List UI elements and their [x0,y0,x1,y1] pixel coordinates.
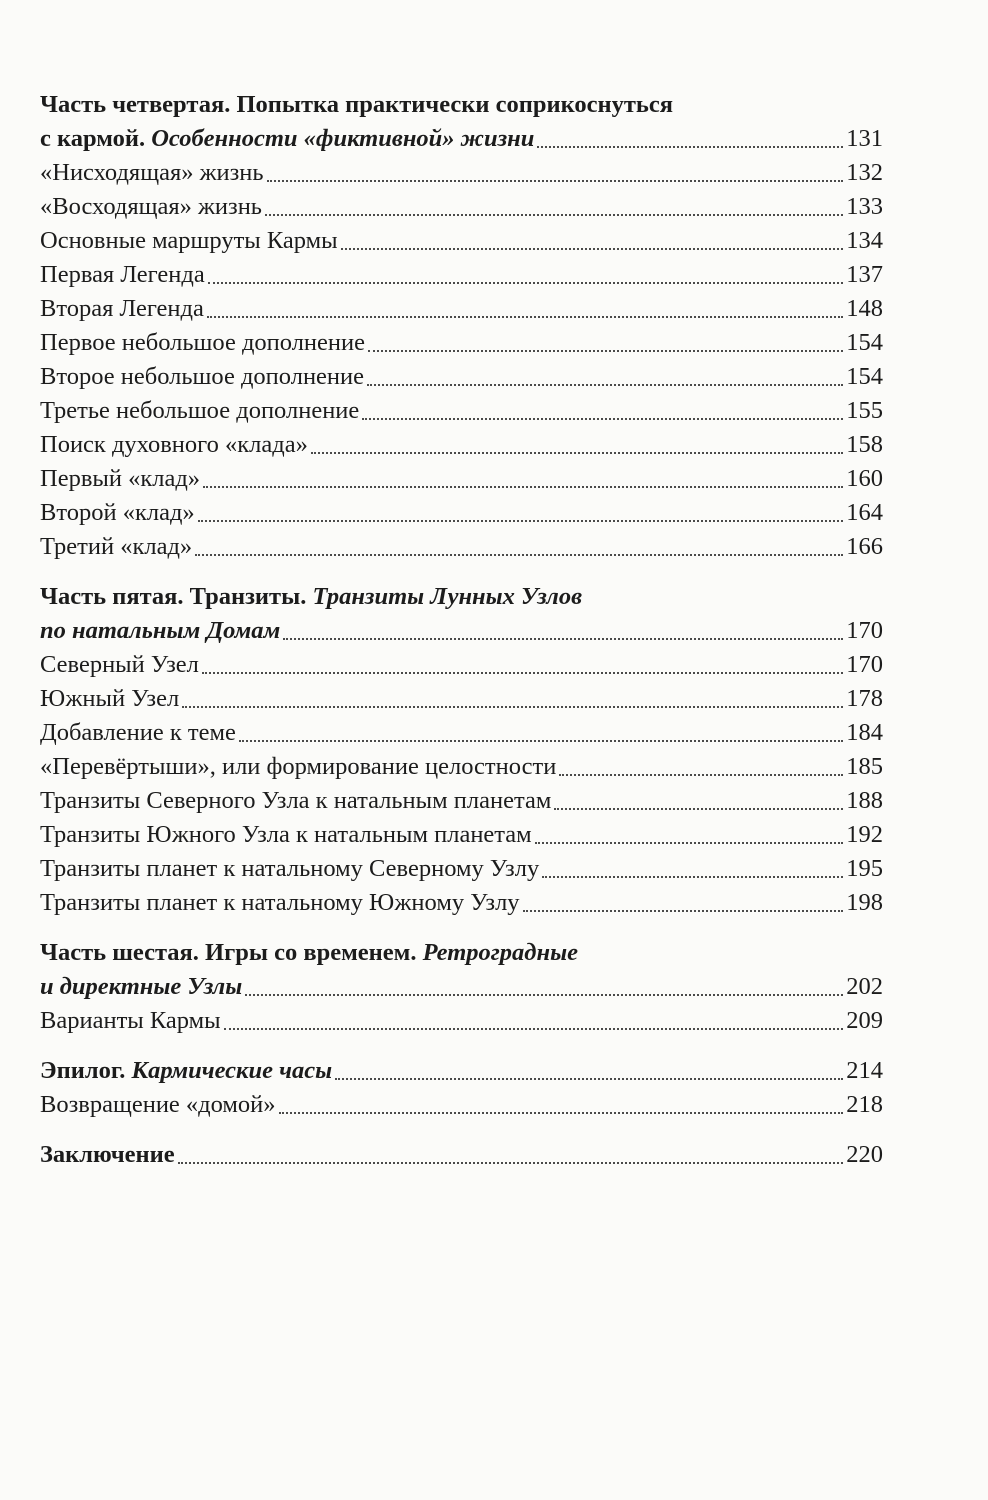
dot-leader [362,418,843,420]
part5-heading-bold: Часть пятая. Транзиты. [40,583,307,610]
dot-leader [203,486,843,488]
toc-entry[interactable] [40,648,883,682]
dot-leader [535,842,844,844]
part5-heading-line2[interactable] [40,614,883,648]
toc-entry-label: Транзиты планет к натальному Южному Узлу [40,889,520,916]
dot-leader [279,1112,844,1114]
toc-entry-page: 164 [846,499,883,526]
toc-entry-label: Первое небольшое дополнение [40,329,366,356]
toc-entry-page: 184 [846,719,883,746]
toc-entry[interactable] [40,716,883,750]
toc-entry-page: 137 [846,261,883,288]
toc-entry-page: 188 [846,787,883,814]
toc-entry-page: 158 [846,431,883,458]
part5-heading-line1 [40,580,883,614]
toc-entry[interactable] [40,1004,883,1038]
toc-entry-page: 155 [846,397,883,424]
dot-leader [537,146,843,148]
dot-leader [265,214,843,216]
part4-heading-line1 [40,88,883,122]
dot-leader [559,774,843,776]
dot-leader [208,282,844,284]
part4-heading-page: 131 [846,125,883,152]
dot-leader [267,180,844,182]
section-spacer [40,920,883,936]
toc-entry-page: 133 [846,193,883,220]
part4-heading-title: Часть четвертая. Попытка практически соприкоснуться [40,91,674,118]
table-of-contents [40,88,883,1172]
section-spacer [40,1122,883,1138]
conclusion-heading-title: Заключение [40,1141,175,1168]
toc-entry-label: Транзиты Южного Узла к натальным планетам [40,821,532,848]
toc-entry-label: Первая Легенда [40,261,205,288]
section-spacer [40,564,883,580]
toc-entry[interactable] [40,394,883,428]
part6-heading-bold: Часть шестая. Игры со временем. [40,939,417,966]
conclusion-heading[interactable] [40,1138,883,1172]
toc-entry[interactable] [40,818,883,852]
toc-entry-page: 178 [846,685,883,712]
part4-heading-line2[interactable] [40,122,883,156]
toc-entry[interactable] [40,462,883,496]
epilogue-heading[interactable] [40,1054,883,1088]
toc-entry-label: Добавление к теме [40,719,236,746]
toc-entry-label: «Восходящая» жизнь [40,193,262,220]
toc-entry-page: 209 [846,1007,883,1034]
toc-entry-page: 192 [846,821,883,848]
toc-entry-label: Первый «клад» [40,465,201,492]
toc-entry-label: Южный Узел [40,685,180,712]
toc-entry-label: Третье небольшое дополнение [40,397,360,424]
toc-entry[interactable] [40,784,883,818]
dot-leader [368,350,843,352]
part6-heading-italic: Ретроградные [422,939,578,966]
dot-leader [207,316,843,318]
toc-entry[interactable] [40,326,883,360]
part5-heading-italic: Транзиты Лунных Узлов [312,583,583,610]
toc-entry-label: «Нисходящая» жизнь [40,159,264,186]
dot-leader [341,248,844,250]
toc-entry-page: 160 [846,465,883,492]
toc-entry[interactable] [40,292,883,326]
toc-entry-page: 132 [846,159,883,186]
dot-leader [182,706,843,708]
toc-entry[interactable] [40,360,883,394]
epilogue-heading-bold: Эпилог. [40,1057,126,1084]
dot-leader [198,520,844,522]
toc-entry-page: 198 [846,889,883,916]
toc-entry[interactable] [40,428,883,462]
toc-entry-label: Возвращение «домой» [40,1091,276,1118]
conclusion-heading-page: 220 [846,1141,883,1168]
toc-entry-page: 218 [846,1091,883,1118]
part4-heading-bold: с кармой. [40,125,146,152]
dot-leader [311,452,843,454]
dot-leader [523,910,844,912]
part6-heading-line1 [40,936,883,970]
dot-leader [224,1028,844,1030]
toc-entry[interactable] [40,1088,883,1122]
toc-entry-label: Вторая Легенда [40,295,204,322]
dot-leader [335,1078,843,1080]
epilogue-heading-page: 214 [846,1057,883,1084]
dot-leader [283,638,843,640]
toc-entry-label: Второе небольшое дополнение [40,363,365,390]
part6-heading-italic-cont: и директные Узлы [40,973,243,1000]
toc-entry-label: Основные маршруты Кармы [40,227,338,254]
part4-heading-italic: Особенности «фиктивной» жизни [151,125,535,152]
part6-heading-page: 202 [846,973,883,1000]
toc-entry-page: 166 [846,533,883,560]
dot-leader [542,876,843,878]
toc-entry-page: 195 [846,855,883,882]
section-spacer [40,1038,883,1054]
toc-entry-label: Второй «клад» [40,499,195,526]
toc-entry-label: Северный Узел [40,651,199,678]
toc-entry-label: «Перевёртыши», или формирование целостности [40,753,557,780]
part6-heading-line2[interactable] [40,970,883,1004]
toc-entry-label: Транзиты Северного Узла к натальным планетам [40,787,552,814]
toc-entry-page: 154 [846,363,883,390]
dot-leader [554,808,843,810]
dot-leader [178,1162,844,1164]
toc-entry-page: 170 [846,651,883,678]
toc-entry[interactable] [40,496,883,530]
dot-leader [202,672,843,674]
toc-entry-page: 154 [846,329,883,356]
toc-entry[interactable] [40,750,883,784]
toc-entry-label: Варианты Кармы [40,1007,221,1034]
toc-entry[interactable] [40,530,883,564]
toc-entry-label: Третий «клад» [40,533,193,560]
toc-entry[interactable] [40,886,883,920]
dot-leader [195,554,843,556]
toc-entry-page: 185 [846,753,883,780]
dot-leader [245,994,843,996]
toc-entry-label: Транзиты планет к натальному Северному Узлу [40,855,540,882]
toc-entry-page: 148 [846,295,883,322]
dot-leader [367,384,843,386]
epilogue-heading-italic: Кармические часы [131,1057,333,1084]
toc-entry[interactable] [40,852,883,886]
toc-entry[interactable] [40,258,883,292]
dot-leader [239,740,843,742]
toc-entry[interactable] [40,224,883,258]
toc-entry-page: 134 [846,227,883,254]
toc-entry[interactable] [40,190,883,224]
part5-heading-page: 170 [846,617,883,644]
toc-entry-label: Поиск духовного «клада» [40,431,308,458]
toc-entry[interactable] [40,682,883,716]
part5-heading-italic-cont: по натальным Домам [40,617,281,644]
toc-entry[interactable] [40,156,883,190]
